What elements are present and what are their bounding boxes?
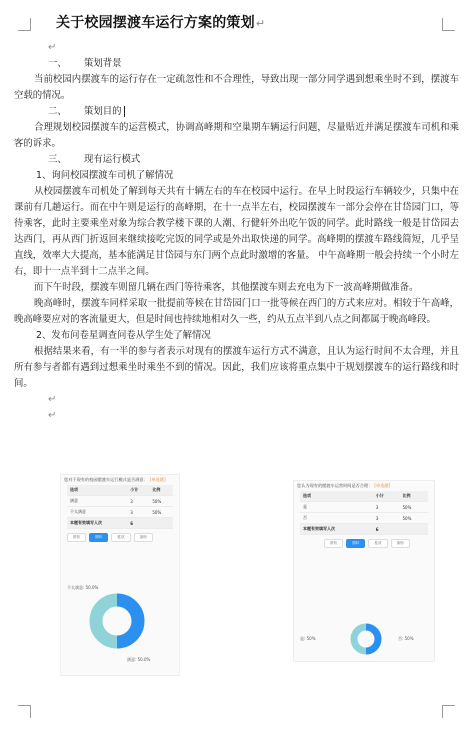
cell: 50% [399, 502, 428, 513]
section-title: 现有运行模式 [84, 154, 141, 165]
paragraph-mark-icon: ↵ [48, 394, 57, 405]
cell [399, 524, 428, 535]
section-number: 二、 [48, 106, 67, 117]
question-text: 您认为现有的摆渡车运营时间是否合理： [297, 483, 373, 488]
cell: 不太满意 [67, 507, 127, 518]
cell: 3 [127, 496, 149, 507]
slice-label: 满意: 50.0% [127, 657, 151, 662]
section-number: 三、 [48, 154, 67, 165]
text-cursor [124, 106, 125, 117]
column-header: 小计 [373, 491, 400, 502]
cell: 6 [127, 518, 149, 529]
page-corner-mark [18, 705, 31, 718]
empty-paragraph [14, 40, 459, 56]
section-heading [14, 104, 459, 120]
cell: 50% [149, 507, 173, 518]
subsection-heading: 2、发布问卷星调查问卷从学生处了解情况 [36, 330, 211, 341]
slice-label: 是: 50% [300, 636, 316, 641]
subsection-heading: 1、询问校园摆渡车司机了解情况 [36, 170, 174, 181]
paragraph: 从校园摆渡车司机处了解到每天共有十辆左右的车在校园中运行。在早上时段运行车辆较少，只集中在课前有几趟运行。而在中午则是运行的高峰期，在十一点半左右，校园摆渡车一部分会停在甘岱园门口，等待乘客，此时主要乘坐对象为综合教学楼下课的人潮、行健轩外出吃午饭的同学。此时路线一般是甘岱园去达西门，再从西门折返回来继续接吃完饭的同学或是外出取快递的同学。高峰期的摆渡车路线简短，几乎呈直线，效率大大提高，基本能满足甘岱园与东门两个点此时激增的客量。 中午高峰期一般会持续一个小时左右，即十一点半到十二点半之间。 [14, 186, 459, 277]
donut-chart-button[interactable]: 圆环 [346, 539, 365, 548]
section-title: 策划背景 [84, 58, 122, 69]
cell [149, 518, 173, 529]
cell: 本题有效填写人次 [300, 524, 373, 535]
cell: 3 [127, 507, 149, 518]
cell: 否 [300, 513, 373, 524]
donut-chart-button[interactable]: 圆环 [89, 533, 108, 542]
bar-chart-button[interactable]: 条形 [391, 539, 410, 548]
paragraph: 晚高峰时，摆渡车同样采取一批提前等候在甘岱园门口一批等候在西门的方式来应对。相较于午高峰，晚高峰要应对的客流量更大，但是时间也持续地相对久一些，约从五点半到八点之间都属于晚高峰段。 [14, 298, 459, 325]
paragraph-mark-icon: ↵ [48, 410, 57, 421]
cell: 50% [149, 496, 173, 507]
chart-type-switcher [67, 533, 173, 542]
document-body[interactable] [14, 12, 459, 424]
document-title [14, 12, 459, 32]
cell: 3 [373, 502, 400, 513]
section-heading [14, 152, 459, 168]
question-text: 您对于现有的校园摆渡车运行模式是否满意： [64, 477, 148, 482]
section-number: 一、 [48, 58, 67, 69]
chart-type-switcher [324, 539, 428, 548]
paragraph: 合理规划校园摆渡车的运营模式，协调高峰期和空巢期车辆运行问题，尽量贴近并满足摆渡车司机和乘客的诉求。 [14, 122, 459, 149]
empty-paragraph [14, 392, 459, 408]
survey-result-image-satisfaction[interactable] [60, 474, 180, 676]
column-header: 比例 [149, 485, 173, 496]
title-text: 关于校园摆渡车运行方案的策划 [56, 15, 255, 31]
table-row [67, 496, 173, 507]
cell: 是 [300, 502, 373, 513]
table-row [300, 524, 428, 535]
result-table [67, 485, 173, 529]
page-corner-mark [442, 705, 455, 718]
pie-chart-button[interactable]: 饼状 [324, 539, 343, 548]
empty-paragraph [14, 408, 459, 424]
column-header: 选项 [67, 485, 127, 496]
paragraph: 而下午时段，摆渡车则留几辆在西门等待乘客，其他摆渡车则去充电为下一波高峰期做准备。 [34, 282, 419, 293]
question-type-tag: [单选题] [374, 483, 391, 488]
question-type-tag: [单选题] [149, 477, 166, 482]
survey-question [64, 477, 176, 483]
table-row [67, 507, 173, 518]
paragraph: 当前校园内摆渡车的运行存在一定疏忽性和不合理性，导致出现一部分同学遇到想乘坐时不到，摆渡车空载的情况。 [14, 74, 459, 101]
donut-chart [348, 621, 384, 657]
column-header: 小计 [127, 485, 149, 496]
donut-chart [87, 591, 147, 651]
column-header: 选项 [300, 491, 373, 502]
cell: 3 [373, 513, 400, 524]
slice-label: 不太满意: 50.0% [67, 585, 99, 590]
survey-result-image-schedule[interactable] [293, 480, 435, 662]
bar-chart-button[interactable]: 条形 [134, 533, 153, 542]
cell: 6 [373, 524, 400, 535]
cell: 50% [399, 513, 428, 524]
column-chart-button[interactable]: 柱状 [368, 539, 387, 548]
result-table [300, 491, 428, 535]
slice-label: 否: 50% [398, 636, 414, 641]
cell: 本题有效填写人次 [67, 518, 127, 529]
column-chart-button[interactable]: 柱状 [111, 533, 130, 542]
table-row [300, 502, 428, 513]
paragraph-mark-icon: ↵ [255, 17, 266, 30]
pie-chart-button[interactable]: 饼状 [67, 533, 86, 542]
paragraph-mark-icon: ↵ [48, 42, 57, 53]
survey-question [297, 483, 431, 489]
section-title: 策划目的 [84, 106, 122, 117]
cell: 满意 [67, 496, 127, 507]
paragraph: 根据结果来看，有一半的参与者表示对现有的摆渡车运行方式不满意，且认为运行时间不太合理，并且所有参与者都有遇到过想乘坐时乘坐不到的情况。因此，我们应该将重点集中于规划摆渡车的运行路线和时间。 [14, 346, 459, 389]
section-heading [14, 56, 459, 72]
table-row [300, 513, 428, 524]
column-header: 比例 [399, 491, 428, 502]
table-row [67, 518, 173, 529]
